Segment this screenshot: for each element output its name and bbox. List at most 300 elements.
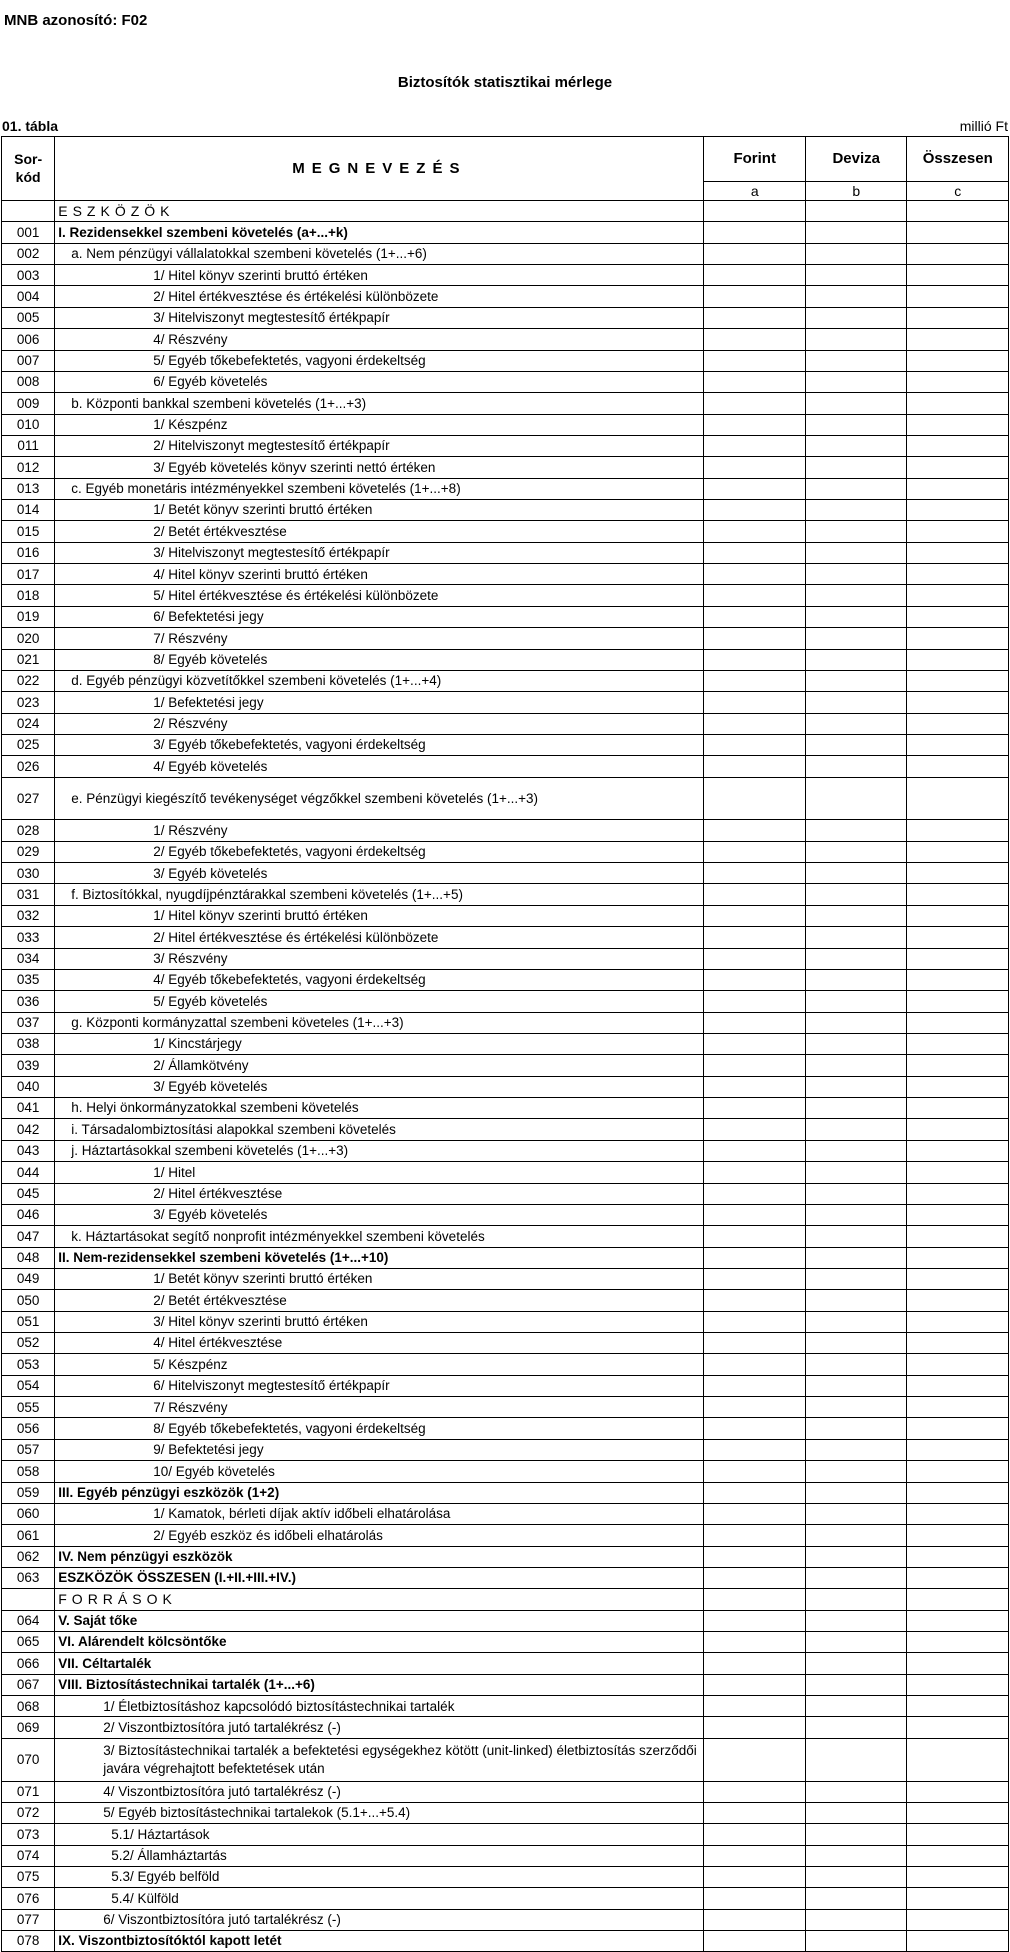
value-cell-deviza[interactable] (805, 1204, 907, 1225)
value-cell-forint[interactable] (704, 1717, 806, 1738)
row-code: 078 (2, 1931, 55, 1952)
value-cell-deviza[interactable] (805, 243, 907, 264)
value-cell-deviza[interactable] (805, 777, 907, 820)
value-cell-forint[interactable] (704, 1503, 806, 1524)
table-row (2, 1290, 1009, 1311)
value-cell-forint[interactable] (704, 1482, 806, 1503)
value-cell-osszesen[interactable] (907, 1931, 1009, 1952)
value-cell-osszesen[interactable] (907, 500, 1009, 521)
value-cell-osszesen[interactable] (907, 1653, 1009, 1674)
value-cell-deviza[interactable] (805, 927, 907, 948)
table-row (2, 628, 1009, 649)
table-row (2, 1226, 1009, 1247)
value-cell-forint[interactable] (704, 1354, 806, 1375)
row-code: 004 (2, 286, 55, 307)
value-cell-deviza[interactable] (805, 1247, 907, 1268)
table-row (2, 564, 1009, 585)
value-cell-osszesen[interactable] (907, 734, 1009, 755)
value-cell-forint[interactable] (704, 1119, 806, 1140)
value-cell-osszesen[interactable] (907, 1802, 1009, 1823)
table-row (2, 1866, 1009, 1887)
value-cell-deviza[interactable] (805, 1418, 907, 1439)
value-cell-osszesen[interactable] (907, 1546, 1009, 1567)
value-cell-forint[interactable] (704, 1055, 806, 1076)
value-cell-deviza[interactable] (805, 1632, 907, 1653)
table-body (2, 201, 1009, 1952)
header-letter-b: b (805, 182, 907, 201)
value-cell-deviza[interactable] (805, 371, 907, 392)
value-cell-osszesen[interactable] (907, 1525, 1009, 1546)
table-row (2, 1397, 1009, 1418)
value-cell-deviza[interactable] (805, 1546, 907, 1567)
value-cell-deviza[interactable] (805, 820, 907, 841)
value-cell-osszesen[interactable] (907, 1567, 1009, 1588)
value-cell-forint[interactable] (704, 734, 806, 755)
value-cell-deviza[interactable] (805, 1802, 907, 1823)
row-code: 022 (2, 670, 55, 691)
value-cell-osszesen[interactable] (907, 1696, 1009, 1717)
value-cell-deviza[interactable] (805, 1397, 907, 1418)
value-cell-deviza[interactable] (805, 564, 907, 585)
value-cell-forint[interactable] (704, 777, 806, 820)
value-cell-forint[interactable] (704, 393, 806, 414)
row-label: 2/ Hitelviszonyt megtestesítő értékpapír (55, 435, 704, 456)
mnb-identifier: MNB azonosító: F02 (4, 12, 148, 29)
value-cell-osszesen[interactable] (907, 1674, 1009, 1695)
row-label: VI. Alárendelt kölcsöntőke (55, 1632, 704, 1653)
value-cell-osszesen[interactable] (907, 478, 1009, 499)
value-cell-forint[interactable] (704, 1375, 806, 1396)
value-cell-osszesen[interactable] (907, 1268, 1009, 1289)
value-cell-forint[interactable] (704, 1162, 806, 1183)
value-cell-deviza[interactable] (805, 1140, 907, 1161)
row-label: VII. Céltartalék (55, 1653, 704, 1674)
value-cell-deviza[interactable] (805, 734, 907, 755)
row-label: g. Központi kormányzattal szembeni követeles (1+...+3) (55, 1012, 704, 1033)
value-cell-osszesen[interactable] (907, 628, 1009, 649)
value-cell-deviza[interactable] (805, 1311, 907, 1332)
value-cell-forint[interactable] (704, 1653, 806, 1674)
value-cell-forint[interactable] (704, 243, 806, 264)
value-cell-osszesen[interactable] (907, 329, 1009, 350)
value-cell-deviza[interactable] (805, 393, 907, 414)
value-cell-osszesen[interactable] (907, 969, 1009, 990)
value-cell-osszesen[interactable] (907, 1866, 1009, 1887)
value-cell-osszesen[interactable] (907, 777, 1009, 820)
value-cell-osszesen[interactable] (907, 371, 1009, 392)
value-cell-osszesen[interactable] (907, 1162, 1009, 1183)
value-cell-forint[interactable] (704, 1397, 806, 1418)
value-cell-deviza[interactable] (805, 435, 907, 456)
value-cell-osszesen[interactable] (907, 927, 1009, 948)
value-cell-forint[interactable] (704, 1589, 806, 1610)
value-cell-osszesen[interactable] (907, 265, 1009, 286)
value-cell-deviza[interactable] (805, 969, 907, 990)
value-cell-forint[interactable] (704, 927, 806, 948)
value-cell-osszesen[interactable] (907, 1845, 1009, 1866)
value-cell-forint[interactable] (704, 457, 806, 478)
value-cell-osszesen[interactable] (907, 542, 1009, 563)
row-label: ESZKÖZÖK ÖSSZESEN (I.+II.+III.+IV.) (55, 1567, 704, 1588)
value-cell-deviza[interactable] (805, 500, 907, 521)
value-cell-osszesen[interactable] (907, 1290, 1009, 1311)
value-cell-forint[interactable] (704, 1567, 806, 1588)
header-forint: Forint (704, 137, 806, 182)
row-code: 064 (2, 1610, 55, 1631)
value-cell-forint[interactable] (704, 649, 806, 670)
value-cell-osszesen[interactable] (907, 1204, 1009, 1225)
value-cell-osszesen[interactable] (907, 1076, 1009, 1097)
value-cell-osszesen[interactable] (907, 606, 1009, 627)
value-cell-osszesen[interactable] (907, 820, 1009, 841)
row-code: 039 (2, 1055, 55, 1076)
value-cell-deviza[interactable] (805, 1781, 907, 1802)
value-cell-deviza[interactable] (805, 948, 907, 969)
value-cell-osszesen[interactable] (907, 1140, 1009, 1161)
value-cell-osszesen[interactable] (907, 414, 1009, 435)
table-row (2, 1717, 1009, 1738)
table-row (2, 1781, 1009, 1802)
value-cell-forint[interactable] (704, 670, 806, 691)
value-cell-osszesen[interactable] (907, 1888, 1009, 1909)
value-cell-forint[interactable] (704, 713, 806, 734)
row-code: 030 (2, 863, 55, 884)
value-cell-forint[interactable] (704, 1204, 806, 1225)
value-cell-deviza[interactable] (805, 756, 907, 777)
value-cell-forint[interactable] (704, 521, 806, 542)
value-cell-deviza[interactable] (805, 1290, 907, 1311)
value-cell-deviza[interactable] (805, 329, 907, 350)
value-cell-forint[interactable] (704, 350, 806, 371)
value-cell-deviza[interactable] (805, 713, 907, 734)
table-row (2, 371, 1009, 392)
value-cell-deviza[interactable] (805, 991, 907, 1012)
table-row (2, 243, 1009, 264)
value-cell-osszesen[interactable] (907, 1738, 1009, 1781)
value-cell-osszesen[interactable] (907, 243, 1009, 264)
value-cell-forint[interactable] (704, 606, 806, 627)
value-cell-deviza[interactable] (805, 670, 907, 691)
value-cell-forint[interactable] (704, 1931, 806, 1952)
value-cell-forint[interactable] (704, 414, 806, 435)
value-cell-osszesen[interactable] (907, 307, 1009, 328)
value-cell-deviza[interactable] (805, 1268, 907, 1289)
value-cell-deviza[interactable] (805, 1354, 907, 1375)
row-label: 3/ Biztosítástechnikai tartalék a befektetési egységekhez kötött (unit-linked) életbiztosítás szerződői javára végrehajtott befektetések után (55, 1738, 704, 1781)
value-cell-deviza[interactable] (805, 1610, 907, 1631)
table-row (2, 1888, 1009, 1909)
value-cell-osszesen[interactable] (907, 435, 1009, 456)
section-row (2, 201, 1009, 222)
value-cell-osszesen[interactable] (907, 1781, 1009, 1802)
value-cell-forint[interactable] (704, 265, 806, 286)
value-cell-forint[interactable] (704, 1439, 806, 1460)
value-cell-deviza[interactable] (805, 1461, 907, 1482)
value-cell-osszesen[interactable] (907, 585, 1009, 606)
value-cell-osszesen[interactable] (907, 564, 1009, 585)
value-cell-deviza[interactable] (805, 1653, 907, 1674)
table-row (2, 734, 1009, 755)
value-cell-deviza[interactable] (805, 884, 907, 905)
value-cell-forint[interactable] (704, 1098, 806, 1119)
value-cell-forint[interactable] (704, 1033, 806, 1054)
value-cell-osszesen[interactable] (907, 1055, 1009, 1076)
value-cell-forint[interactable] (704, 201, 806, 222)
value-cell-osszesen[interactable] (907, 1418, 1009, 1439)
table-row (2, 991, 1009, 1012)
value-cell-osszesen[interactable] (907, 884, 1009, 905)
value-cell-osszesen[interactable] (907, 1119, 1009, 1140)
value-cell-deviza[interactable] (805, 307, 907, 328)
value-cell-osszesen[interactable] (907, 457, 1009, 478)
value-cell-deviza[interactable] (805, 1183, 907, 1204)
value-cell-osszesen[interactable] (907, 1311, 1009, 1332)
value-cell-forint[interactable] (704, 1140, 806, 1161)
value-cell-osszesen[interactable] (907, 948, 1009, 969)
value-cell-osszesen[interactable] (907, 222, 1009, 243)
value-cell-forint[interactable] (704, 991, 806, 1012)
table-row (2, 1546, 1009, 1567)
value-cell-forint[interactable] (704, 1290, 806, 1311)
value-cell-deviza[interactable] (805, 286, 907, 307)
value-cell-osszesen[interactable] (907, 991, 1009, 1012)
value-cell-osszesen[interactable] (907, 905, 1009, 926)
value-cell-deviza[interactable] (805, 1567, 907, 1588)
value-cell-deviza[interactable] (805, 1055, 907, 1076)
value-cell-deviza[interactable] (805, 1076, 907, 1097)
table-row (2, 414, 1009, 435)
value-cell-deviza[interactable] (805, 521, 907, 542)
value-cell-forint[interactable] (704, 1012, 806, 1033)
value-cell-deviza[interactable] (805, 1119, 907, 1140)
value-cell-osszesen[interactable] (907, 521, 1009, 542)
row-label: f. Biztosítókkal, nyugdíjpénztárakkal szembeni követelés (1+...+5) (55, 884, 704, 905)
value-cell-forint[interactable] (704, 222, 806, 243)
value-cell-forint[interactable] (704, 884, 806, 905)
value-cell-deviza[interactable] (805, 1012, 907, 1033)
value-cell-deviza[interactable] (805, 1098, 907, 1119)
table-row (2, 521, 1009, 542)
value-cell-osszesen[interactable] (907, 841, 1009, 862)
value-cell-osszesen[interactable] (907, 1012, 1009, 1033)
value-cell-forint[interactable] (704, 478, 806, 499)
value-cell-deviza[interactable] (805, 1589, 907, 1610)
value-cell-forint[interactable] (704, 1845, 806, 1866)
value-cell-deviza[interactable] (805, 265, 907, 286)
value-cell-forint[interactable] (704, 435, 806, 456)
value-cell-deviza[interactable] (805, 1162, 907, 1183)
row-code: 061 (2, 1525, 55, 1546)
row-code: 025 (2, 734, 55, 755)
table-row (2, 329, 1009, 350)
value-cell-forint[interactable] (704, 286, 806, 307)
value-cell-deviza[interactable] (805, 1375, 907, 1396)
value-cell-forint[interactable] (704, 1610, 806, 1631)
value-cell-forint[interactable] (704, 1183, 806, 1204)
value-cell-osszesen[interactable] (907, 393, 1009, 414)
value-cell-deviza[interactable] (805, 350, 907, 371)
value-cell-osszesen[interactable] (907, 201, 1009, 222)
value-cell-osszesen[interactable] (907, 649, 1009, 670)
value-cell-forint[interactable] (704, 692, 806, 713)
value-cell-deviza[interactable] (805, 1333, 907, 1354)
value-cell-deviza[interactable] (805, 1674, 907, 1695)
value-cell-forint[interactable] (704, 1461, 806, 1482)
row-code: 057 (2, 1439, 55, 1460)
value-cell-deviza[interactable] (805, 1525, 907, 1546)
value-cell-osszesen[interactable] (907, 1503, 1009, 1524)
value-cell-forint[interactable] (704, 756, 806, 777)
value-cell-deviza[interactable] (805, 201, 907, 222)
row-code: 050 (2, 1290, 55, 1311)
value-cell-deviza[interactable] (805, 1439, 907, 1460)
value-cell-forint[interactable] (704, 542, 806, 563)
value-cell-forint[interactable] (704, 841, 806, 862)
value-cell-deviza[interactable] (805, 905, 907, 926)
value-cell-forint[interactable] (704, 863, 806, 884)
table-row (2, 265, 1009, 286)
value-cell-deviza[interactable] (805, 1226, 907, 1247)
value-cell-forint[interactable] (704, 1632, 806, 1653)
value-cell-deviza[interactable] (805, 841, 907, 862)
value-cell-deviza[interactable] (805, 1738, 907, 1781)
row-label: 5/ Készpénz (55, 1354, 704, 1375)
table-row (2, 1012, 1009, 1033)
value-cell-osszesen[interactable] (907, 1589, 1009, 1610)
value-cell-forint[interactable] (704, 1546, 806, 1567)
value-cell-deviza[interactable] (805, 1931, 907, 1952)
row-label: i. Társadalombiztosítási alapokkal szembeni követelés (55, 1119, 704, 1140)
table-row (2, 606, 1009, 627)
value-cell-forint[interactable] (704, 1781, 806, 1802)
value-cell-forint[interactable] (704, 329, 806, 350)
value-cell-forint[interactable] (704, 969, 806, 990)
table-row (2, 1247, 1009, 1268)
value-cell-osszesen[interactable] (907, 1226, 1009, 1247)
value-cell-osszesen[interactable] (907, 1397, 1009, 1418)
value-cell-osszesen[interactable] (907, 670, 1009, 691)
value-cell-forint[interactable] (704, 905, 806, 926)
value-cell-forint[interactable] (704, 564, 806, 585)
value-cell-forint[interactable] (704, 1866, 806, 1887)
value-cell-deviza[interactable] (805, 542, 907, 563)
value-cell-osszesen[interactable] (907, 1247, 1009, 1268)
row-code: 067 (2, 1674, 55, 1695)
value-cell-deviza[interactable] (805, 222, 907, 243)
value-cell-forint[interactable] (704, 628, 806, 649)
value-cell-forint[interactable] (704, 1909, 806, 1930)
value-cell-forint[interactable] (704, 1802, 806, 1823)
unit-label: millió Ft (959, 118, 1008, 134)
value-cell-osszesen[interactable] (907, 1098, 1009, 1119)
value-cell-osszesen[interactable] (907, 863, 1009, 884)
row-code: 016 (2, 542, 55, 563)
value-cell-forint[interactable] (704, 1696, 806, 1717)
value-cell-osszesen[interactable] (907, 1033, 1009, 1054)
value-cell-deviza[interactable] (805, 1909, 907, 1930)
value-cell-deviza[interactable] (805, 414, 907, 435)
value-cell-osszesen[interactable] (907, 692, 1009, 713)
value-cell-osszesen[interactable] (907, 713, 1009, 734)
value-cell-forint[interactable] (704, 1418, 806, 1439)
value-cell-osszesen[interactable] (907, 1909, 1009, 1930)
row-label: 5/ Egyéb követelés (55, 991, 704, 1012)
row-code: 027 (2, 777, 55, 820)
value-cell-osszesen[interactable] (907, 1717, 1009, 1738)
value-cell-osszesen[interactable] (907, 756, 1009, 777)
value-cell-deviza[interactable] (805, 457, 907, 478)
value-cell-deviza[interactable] (805, 692, 907, 713)
table-row (2, 820, 1009, 841)
value-cell-forint[interactable] (704, 1333, 806, 1354)
value-cell-deviza[interactable] (805, 649, 907, 670)
value-cell-forint[interactable] (704, 1268, 806, 1289)
value-cell-forint[interactable] (704, 820, 806, 841)
row-code: 077 (2, 1909, 55, 1930)
value-cell-osszesen[interactable] (907, 1354, 1009, 1375)
value-cell-deviza[interactable] (805, 606, 907, 627)
value-cell-forint[interactable] (704, 307, 806, 328)
value-cell-osszesen[interactable] (907, 1610, 1009, 1631)
row-label: 4/ Hitel értékvesztése (55, 1333, 704, 1354)
row-label: I. Rezidensekkel szembeni követelés (a+...+k) (55, 222, 704, 243)
value-cell-deviza[interactable] (805, 1888, 907, 1909)
row-code: 062 (2, 1546, 55, 1567)
value-cell-deviza[interactable] (805, 1696, 907, 1717)
value-cell-forint[interactable] (704, 585, 806, 606)
value-cell-osszesen[interactable] (907, 1824, 1009, 1845)
row-code: 060 (2, 1503, 55, 1524)
value-cell-deviza[interactable] (805, 1866, 907, 1887)
row-label: IV. Nem pénzügyi eszközök (55, 1546, 704, 1567)
value-cell-forint[interactable] (704, 500, 806, 521)
value-cell-deviza[interactable] (805, 1845, 907, 1866)
value-cell-forint[interactable] (704, 1076, 806, 1097)
value-cell-osszesen[interactable] (907, 1482, 1009, 1503)
value-cell-osszesen[interactable] (907, 350, 1009, 371)
value-cell-osszesen[interactable] (907, 1461, 1009, 1482)
value-cell-deviza[interactable] (805, 1503, 907, 1524)
value-cell-osszesen[interactable] (907, 1439, 1009, 1460)
value-cell-forint[interactable] (704, 371, 806, 392)
value-cell-deviza[interactable] (805, 478, 907, 499)
table-row (2, 1076, 1009, 1097)
value-cell-deviza[interactable] (805, 585, 907, 606)
value-cell-deviza[interactable] (805, 1482, 907, 1503)
value-cell-deviza[interactable] (805, 1824, 907, 1845)
value-cell-deviza[interactable] (805, 863, 907, 884)
value-cell-forint[interactable] (704, 1824, 806, 1845)
row-code: 045 (2, 1183, 55, 1204)
value-cell-forint[interactable] (704, 1888, 806, 1909)
value-cell-forint[interactable] (704, 1247, 806, 1268)
value-cell-forint[interactable] (704, 1226, 806, 1247)
value-cell-osszesen[interactable] (907, 1333, 1009, 1354)
value-cell-forint[interactable] (704, 1738, 806, 1781)
value-cell-forint[interactable] (704, 1311, 806, 1332)
value-cell-osszesen[interactable] (907, 1632, 1009, 1653)
value-cell-osszesen[interactable] (907, 1375, 1009, 1396)
value-cell-forint[interactable] (704, 1674, 806, 1695)
value-cell-osszesen[interactable] (907, 286, 1009, 307)
value-cell-deviza[interactable] (805, 628, 907, 649)
table-row (2, 1738, 1009, 1781)
value-cell-deviza[interactable] (805, 1717, 907, 1738)
value-cell-deviza[interactable] (805, 1033, 907, 1054)
value-cell-forint[interactable] (704, 948, 806, 969)
value-cell-forint[interactable] (704, 1525, 806, 1546)
value-cell-osszesen[interactable] (907, 1183, 1009, 1204)
